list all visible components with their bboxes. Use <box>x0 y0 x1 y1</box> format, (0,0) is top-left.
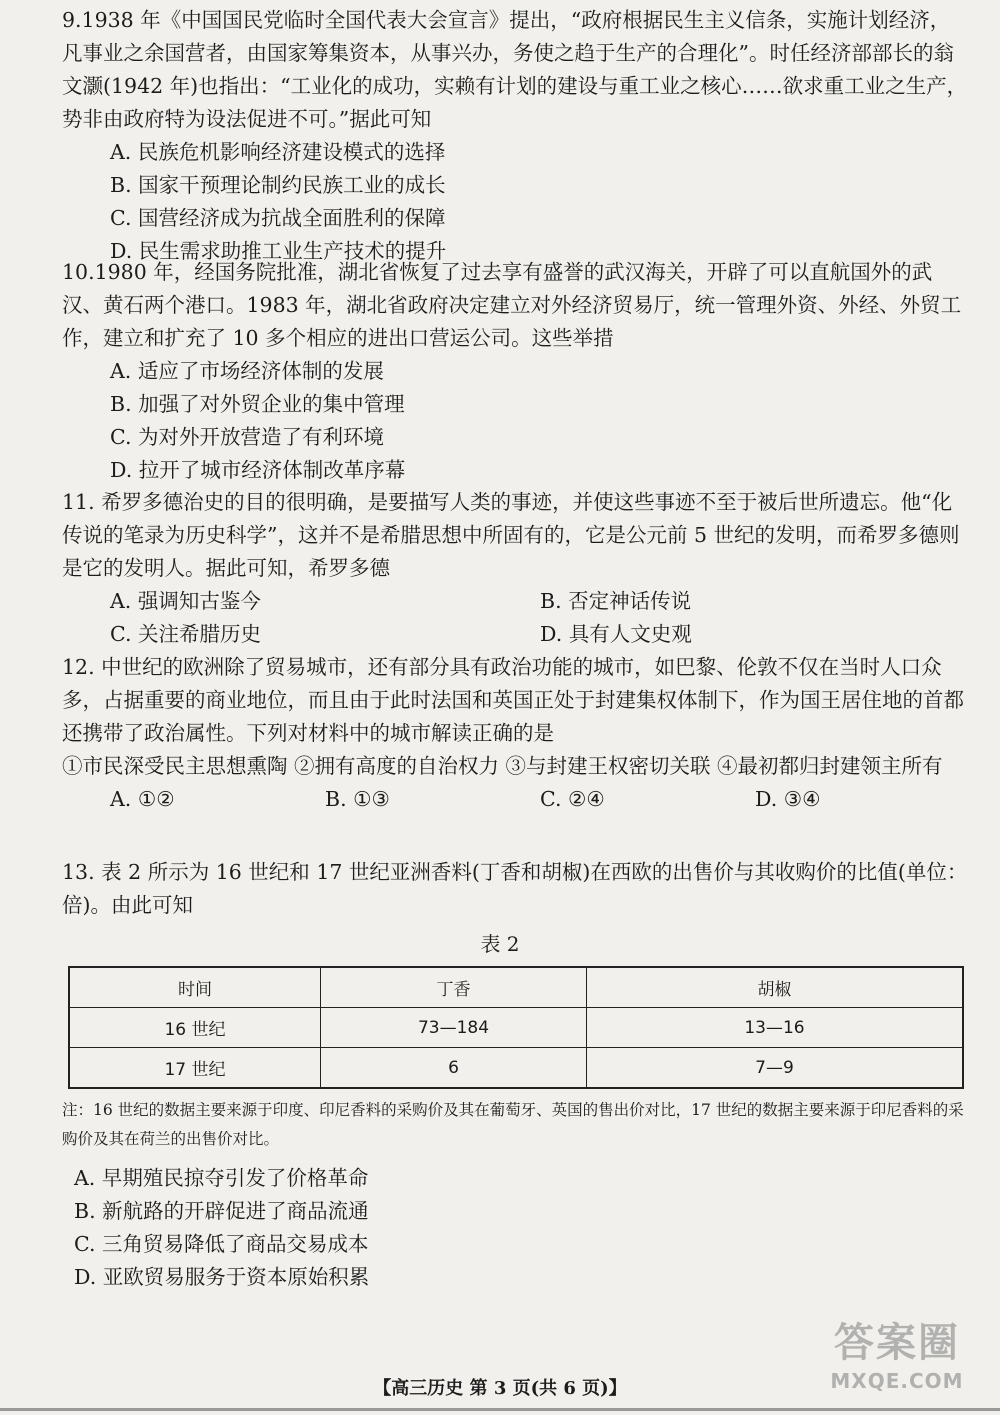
spice-price-table <box>68 966 964 1089</box>
option-c: C. 三角贸易降低了商品交易成本 <box>74 1232 369 1256</box>
option-a: A. 适应了市场经济体制的发展 <box>110 359 384 383</box>
option-a: A. 强调知古鉴今 <box>110 589 261 613</box>
table-cell: 16 世纪 <box>69 1008 321 1048</box>
table-header-cell: 胡椒 <box>587 967 964 1008</box>
option-a: A. 民族危机影响经济建设模式的选择 <box>110 140 446 164</box>
table-cell: 13—16 <box>587 1008 964 1048</box>
question-12 <box>62 651 970 816</box>
table-caption: 表 2 <box>480 932 520 956</box>
table-row <box>69 1008 963 1048</box>
table-row <box>69 1048 963 1089</box>
option-c: C. 为对外开放营造了有利环境 <box>110 425 384 449</box>
option-a: A. ①② <box>110 787 175 811</box>
watermark-logo <box>822 1318 972 1408</box>
table-note: 注：16 世纪的数据主要来源于印度、印尼香料的采购价及其在葡萄牙、英国的售出价对比，17 世纪的数据主要来源于印尼香料的采购价及其在荷兰的出售价对比。 <box>62 1101 964 1148</box>
table-cell: 7—9 <box>587 1048 964 1089</box>
page-bottom-divider <box>0 1408 1000 1411</box>
table-header-cell: 丁香 <box>321 967 587 1008</box>
option-d: D. 具有人文史观 <box>540 622 692 646</box>
question-stem: 11. 希罗多德治史的目的很明确，是要描写人类的事迹，并使这些事迹不至于被后世所遗忘。他“化传说的笔录为历史科学”，这并不是希腊思想中所固有的，它是公元前 5 世纪的发明，而希罗多德则是它的发明人。据此可知，希罗多德 <box>62 490 960 580</box>
question-stem: 12. 中世纪的欧洲除了贸易城市，还有部分具有政治功能的城市，如巴黎、伦敦不仅在当时人口众多，占据重要的商业地位，而且由于此时法国和英国正处于封建集权体制下，作为国王居住地的首都还携带了政治属性。下列对材料中的城市解读正确的是 <box>62 655 964 745</box>
table-cell: 73—184 <box>321 1008 587 1048</box>
question-10 <box>62 256 970 487</box>
option-b: B. 国家干预理论制约民族工业的成长 <box>110 173 446 197</box>
option-d: D. 亚欧贸易服务于资本原始积累 <box>74 1265 370 1289</box>
option-b: B. 加强了对外贸企业的集中管理 <box>110 392 405 416</box>
option-d: D. 民生需求助推工业生产技术的提升 <box>110 239 447 263</box>
question-stem: 13. 表 2 所示为 16 世纪和 17 世纪亚洲香料(丁香和胡椒)在西欧的出售价与其收购价的比值(单位：倍)。由此可知 <box>62 860 968 917</box>
watermark-main: 答案圈 <box>834 1320 960 1366</box>
question-stem: 9.1938 年《中国国民党临时全国代表大会宣言》提出，“政府根据民生主义信条，实施计划经济，凡事业之余国营者，由国家筹集资本，从事兴办，务使之趋于生产的合理化”。时任经济部部长的翁文灏(1942 年)也指出：“工业化的成功，实赖有计划的建设与重工业之核心……欲求重工业之生产，势非由政府特为设法促进不可。”据此可知 <box>62 8 968 131</box>
question-11 <box>62 486 970 651</box>
option-b: B. ①③ <box>325 787 390 811</box>
option-b: B. 新航路的开辟促进了商品流通 <box>74 1199 369 1223</box>
option-c: C. 关注希腊历史 <box>110 622 261 646</box>
page-footer: 【高三历史 第 3 页(共 6 页)】 <box>373 1378 627 1399</box>
table-cell: 17 世纪 <box>69 1048 321 1089</box>
option-c: C. ②④ <box>540 787 605 811</box>
option-a: A. 早期殖民掠夺引发了价格革命 <box>74 1166 369 1190</box>
table-header-row <box>69 967 963 1008</box>
option-d: D. 拉开了城市经济体制改革序幕 <box>110 458 406 482</box>
question-13 <box>62 856 970 922</box>
question-9 <box>62 4 970 268</box>
question-sub-items: ①市民深受民主思想熏陶 ②拥有高度的自治权力 ③与封建王权密切关联 ④最初都归封建领主所有 <box>62 754 943 778</box>
table-header-cell: 时间 <box>69 967 321 1008</box>
question-stem: 10.1980 年，经国务院批准，湖北省恢复了过去享有盛誉的武汉海关，开辟了可以直航国外的武汉、黄石两个港口。1983 年，湖北省政府决定建立对外经济贸易厅，统一管理外资、外经、外贸工作，建立和扩充了 10 多个相应的进出口营运公司。这些举措 <box>62 260 962 350</box>
watermark-sub: MXQE.COM <box>830 1369 964 1393</box>
table-cell: 6 <box>321 1048 587 1089</box>
option-c: C. 国营经济成为抗战全面胜利的保障 <box>110 206 446 230</box>
question-13-options <box>62 1162 970 1294</box>
option-b: B. 否定神话传说 <box>540 589 692 613</box>
option-d: D. ③④ <box>755 787 821 811</box>
